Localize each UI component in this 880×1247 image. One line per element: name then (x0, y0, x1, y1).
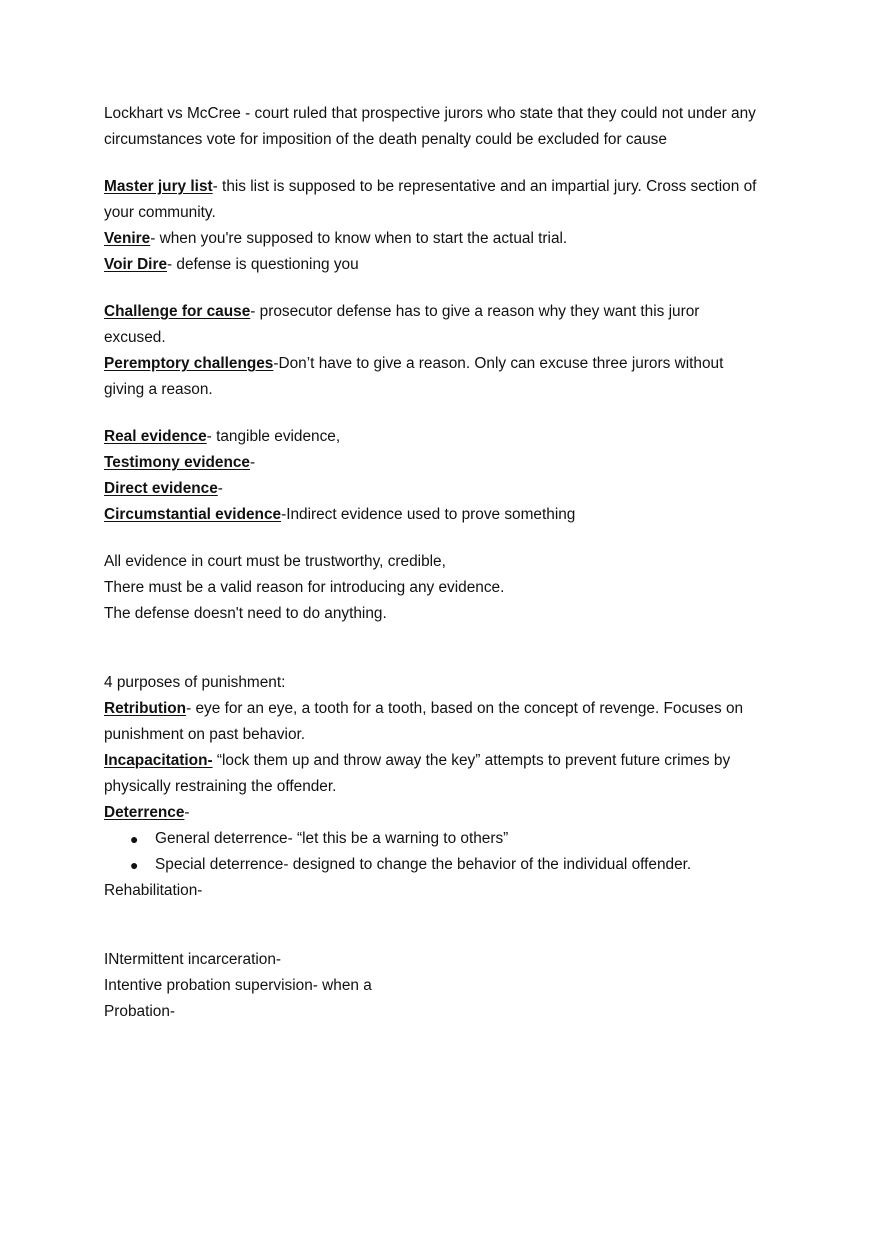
definition-text: - this list is supposed to be representative and an impartial jury. Cross section of (212, 178, 757, 195)
text-line: circumstances vote for imposition of the death penalty could be excluded for cause (104, 131, 667, 148)
definition-master-jury-list (104, 174, 794, 200)
definition-circumstantial-evidence (104, 502, 794, 528)
definition-text: -Don’t have to give a reason. Only can excuse three jurors without (273, 355, 724, 372)
definition-retribution (104, 696, 794, 722)
definition-incapacitation (104, 748, 794, 774)
text-line: Rehabilitation- (104, 882, 203, 899)
text-line: your community. (104, 204, 216, 221)
term-challenge-for-cause: Challenge for cause (104, 303, 251, 320)
term-deterrence: Deterrence (104, 804, 185, 821)
text-line: punishment on past behavior. (104, 726, 306, 743)
section-heading: 4 purposes of punishment: (104, 674, 286, 691)
text-line: The defense doesn't need to do anything. (104, 605, 387, 622)
text-line: All evidence in court must be trustworthy, credible, (104, 553, 446, 570)
punishment-section (104, 670, 794, 904)
text-line: excused. (104, 329, 166, 346)
definition-text: “lock them up and throw away the key” attempts to prevent future crimes by (212, 752, 731, 769)
definition-text: - (249, 454, 256, 471)
definition-direct-evidence (104, 476, 794, 502)
text-line: INtermittent incarceration- (104, 951, 282, 968)
definition-real-evidence (104, 424, 794, 450)
evidence-rules-paragraph (104, 549, 794, 627)
text-line: Intentive probation supervision- when a (104, 977, 372, 994)
definition-text: - (217, 480, 223, 497)
term-master-jury-list: Master jury list (104, 178, 213, 195)
definition-venire (104, 226, 794, 252)
term-incapacitation: Incapacitation- (104, 752, 213, 769)
definition-text: - tangible evidence, (206, 428, 341, 445)
definition-text: - prosecutor defense has to give a reason why they want this juror (250, 303, 700, 320)
list-item (104, 852, 794, 878)
list-item (104, 826, 794, 852)
challenges-paragraph (104, 299, 794, 403)
sentencing-paragraph (104, 947, 794, 1025)
deterrence-bullet-list (104, 826, 794, 878)
bullet-icon: ● (130, 857, 139, 873)
text-line: There must be a valid reason for introducing any evidence. (104, 579, 505, 596)
evidence-paragraph (104, 424, 794, 528)
bullet-icon: ● (130, 831, 139, 847)
term-retribution: Retribution (104, 700, 187, 717)
term-venire: Venire (104, 230, 151, 247)
term-voir-dire: Voir Dire (104, 256, 168, 273)
jury-paragraph (104, 174, 794, 278)
definition-text: - defense is questioning you (167, 256, 359, 273)
list-item-text: General deterrence- “let this be a warning to others” (155, 830, 509, 847)
text-line: Lockhart vs McCree - court ruled that prospective jurors who state that they could not under any (104, 105, 756, 122)
definition-challenge-for-cause (104, 299, 794, 325)
definition-text: - eye for an eye, a tooth for a tooth, based on the concept of revenge. Focuses on (186, 700, 744, 717)
term-circumstantial-evidence: Circumstantial evidence (104, 506, 282, 523)
definition-testimony-evidence (104, 450, 794, 476)
document-page (104, 101, 794, 1025)
term-direct-evidence: Direct evidence (104, 480, 218, 497)
text-line: giving a reason. (104, 381, 213, 398)
term-real-evidence: Real evidence (104, 428, 207, 445)
definition-deterrence (104, 800, 794, 826)
definition-text: - (184, 804, 190, 821)
definition-text: -Indirect evidence used to prove something (281, 506, 576, 523)
definition-peremptory-challenges (104, 351, 794, 377)
text-line: Probation- (104, 1003, 176, 1020)
definition-voir-dire (104, 252, 794, 278)
definition-text: - when you're supposed to know when to start the actual trial. (150, 230, 568, 247)
list-item-text: Special deterrence- designed to change the behavior of the individual offender. (155, 856, 692, 873)
term-testimony-evidence: Testimony evidence (104, 454, 250, 471)
text-line: physically restraining the offender. (104, 778, 337, 795)
lockhart-paragraph (104, 101, 794, 153)
term-peremptory-challenges: Peremptory challenges (104, 355, 274, 372)
